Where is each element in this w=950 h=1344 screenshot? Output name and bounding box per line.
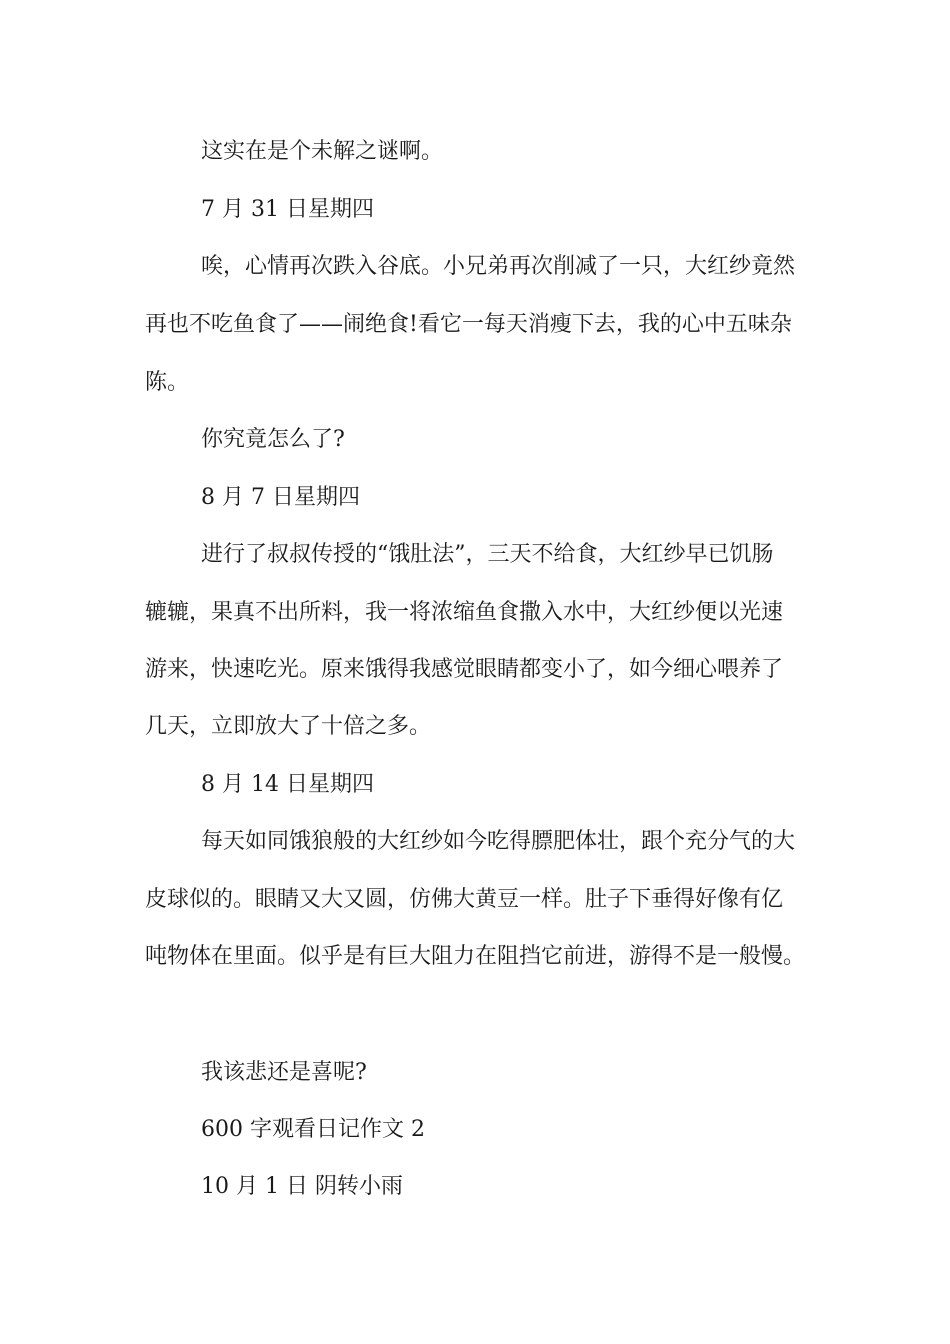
paragraph-line: 进行了叔叔传授的“饿肚法”，三天不给食，大红纱早已饥肠: [201, 542, 774, 567]
paragraph-line: 你究竟怎么了?: [201, 427, 345, 452]
diary-date-heading: 8 月 14 日星期四: [201, 772, 374, 797]
paragraph-line: 游来，快速吃光。原来饿得我感觉眼睛都变小了，如今细心喂养了: [145, 657, 784, 682]
paragraph-line: 辘辘，果真不出所料，我一将浓缩鱼食撒入水中，大红纱便以光速: [145, 600, 784, 625]
paragraph-line: 吨物体在里面。似乎是有巨大阻力在阻挡它前进，游得不是一般慢。: [145, 944, 806, 969]
paragraph-line: 再也不吃鱼食了——闹绝食!看它一每天消瘦下去，我的心中五味杂: [145, 312, 792, 337]
paragraph-line: 陈。: [145, 370, 190, 395]
paragraph-line: 每天如同饿狼般的大红纱如今吃得膘肥体壮，跟个充分气的大: [201, 829, 796, 854]
diary-date-heading: 10 月 1 日 阴转小雨: [201, 1174, 403, 1199]
paragraph-line: 这实在是个未解之谜啊。: [201, 139, 444, 164]
diary-date-heading: 8 月 7 日星期四: [201, 485, 360, 510]
paragraph-line: 几天，立即放大了十倍之多。: [145, 714, 432, 739]
essay-title: 600 字观看日记作文 2: [201, 1117, 425, 1142]
paragraph-line: 唉，心情再次跌入谷底。小兄弟再次削减了一只，大红纱竟然: [201, 254, 796, 279]
diary-date-heading: 7 月 31 日星期四: [201, 197, 374, 222]
paragraph-line: 皮球似的。眼睛又大又圆，仿佛大黄豆一样。肚子下垂得好像有亿: [145, 887, 784, 912]
paragraph-line: 我该悲还是喜呢?: [201, 1060, 367, 1085]
